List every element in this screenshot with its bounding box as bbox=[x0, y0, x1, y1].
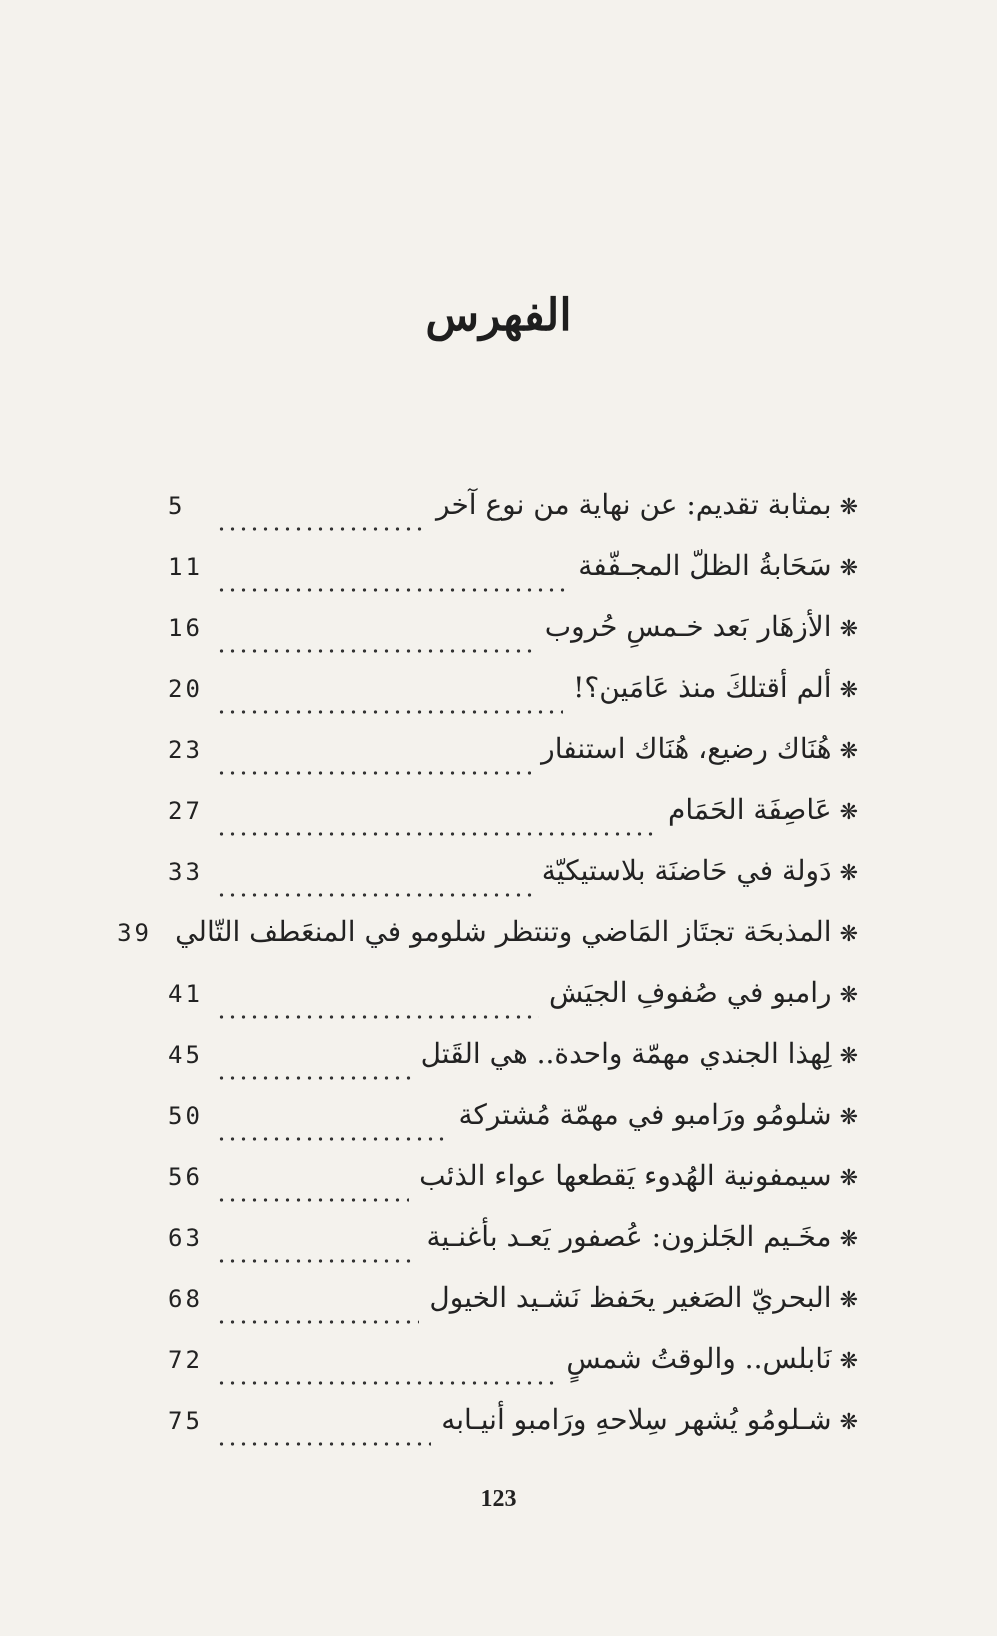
dot-leader bbox=[216, 1318, 419, 1326]
bullet-star-icon: ❋ bbox=[839, 1227, 858, 1252]
bullet-star-icon: ❋ bbox=[839, 739, 858, 764]
toc-entry bbox=[168, 1220, 858, 1281]
toc-entry bbox=[168, 1159, 858, 1220]
toc-entry-title: شلومُو ورَامبو في مهمّة مُشتركة bbox=[458, 1098, 832, 1131]
toc-entry-page: 56 bbox=[168, 1163, 203, 1191]
dot-leader bbox=[216, 1074, 411, 1082]
dot-leader bbox=[216, 830, 658, 838]
toc-entry bbox=[168, 854, 858, 915]
toc-entry-page: 5 bbox=[168, 492, 186, 520]
toc-entry-page: 11 bbox=[168, 553, 203, 581]
dot-leader bbox=[216, 708, 563, 716]
toc-entry-title: دَولة في حَاضنَة بلاستيكيّة bbox=[541, 854, 832, 887]
toc-entry-title: شـلومُو يُشهر سِلاحهِ ورَامبو أنيـابه bbox=[441, 1403, 832, 1436]
toc-entry-page: 27 bbox=[168, 797, 203, 825]
toc-entry bbox=[168, 549, 858, 610]
toc-entry-page: 41 bbox=[168, 980, 203, 1008]
toc-entry-title: هُنَاك رضيع، هُنَاك استنفار bbox=[541, 732, 832, 765]
bullet-star-icon: ❋ bbox=[839, 1288, 858, 1313]
dot-leader bbox=[216, 1135, 449, 1143]
bullet-star-icon: ❋ bbox=[839, 1166, 858, 1191]
toc-entry bbox=[168, 1342, 858, 1403]
dot-leader bbox=[216, 891, 532, 899]
bullet-star-icon: ❋ bbox=[839, 678, 858, 703]
bullet-star-icon: ❋ bbox=[839, 617, 858, 642]
dot-leader bbox=[216, 1440, 431, 1448]
toc-entry-page: 23 bbox=[168, 736, 203, 764]
bullet-star-icon: ❋ bbox=[839, 1349, 858, 1374]
toc-entry bbox=[168, 793, 858, 854]
bullet-star-icon: ❋ bbox=[839, 983, 858, 1008]
toc-entry-title: ألم أقتلكَ منذ عَامَين؟! bbox=[573, 671, 832, 704]
dot-leader bbox=[216, 1379, 556, 1387]
bullet-star-icon: ❋ bbox=[839, 1105, 858, 1130]
table-of-contents bbox=[117, 488, 858, 1464]
bullet-star-icon: ❋ bbox=[839, 1410, 858, 1435]
toc-entry-page: 39 bbox=[117, 919, 152, 947]
bullet-star-icon: ❋ bbox=[839, 1044, 858, 1069]
bullet-star-icon: ❋ bbox=[839, 922, 858, 947]
dot-leader bbox=[216, 586, 568, 594]
toc-entry-page: 50 bbox=[168, 1102, 203, 1130]
toc-entry bbox=[168, 610, 858, 671]
toc-entry-title: سَحَابةُ الظلّ المجـفّفة bbox=[578, 549, 832, 582]
toc-entry bbox=[168, 1098, 858, 1159]
toc-entry-title: رامبو في صُفوفِ الجيَش bbox=[548, 976, 832, 1009]
toc-entry-title: بمثابة تقديم: عن نهاية من نوع آخر bbox=[436, 488, 832, 521]
toc-entry-page: 33 bbox=[168, 858, 203, 886]
bullet-star-icon: ❋ bbox=[839, 800, 858, 825]
bullet-star-icon: ❋ bbox=[839, 556, 858, 581]
dot-leader bbox=[216, 525, 426, 533]
bullet-star-icon: ❋ bbox=[839, 861, 858, 886]
toc-entry-title: البحريّ الصَغير يحَفظ نَشـيد الخيول bbox=[429, 1281, 832, 1314]
toc-entry-page: 75 bbox=[168, 1407, 203, 1435]
dot-leader bbox=[216, 1257, 417, 1265]
toc-entry-title: نَابلس.. والوقتُ شمسٍ bbox=[566, 1342, 832, 1375]
toc-entry bbox=[117, 915, 858, 976]
toc-entry bbox=[168, 671, 858, 732]
toc-entry-title: المذبحَة تجتَاز المَاضي وتنتظر شلومو في المنعَطف التّالي bbox=[175, 915, 832, 948]
toc-entry-page: 16 bbox=[168, 614, 203, 642]
toc-entry bbox=[168, 976, 858, 1037]
toc-entry bbox=[168, 488, 858, 549]
toc-entry-page: 68 bbox=[168, 1285, 203, 1313]
toc-entry-page: 63 bbox=[168, 1224, 203, 1252]
page-title: الفهرس bbox=[425, 290, 572, 341]
bullet-star-icon: ❋ bbox=[839, 495, 858, 520]
toc-entry-page: 45 bbox=[168, 1041, 203, 1069]
dot-leader bbox=[216, 769, 531, 777]
dot-leader bbox=[216, 647, 535, 655]
toc-entry-title: الأزهَار بَعد خـمسِ حُروب bbox=[544, 610, 832, 643]
toc-entry-page: 72 bbox=[168, 1346, 203, 1374]
dot-leader bbox=[216, 1013, 539, 1021]
toc-entry-title: لِهذا الجندي مهمّة واحدة.. هي القَتل bbox=[420, 1037, 832, 1070]
toc-entry-title: عَاصِفَة الحَمَام bbox=[668, 793, 832, 826]
toc-entry bbox=[168, 732, 858, 793]
toc-entry-title: سيمفونية الهُدوء يَقطعها عواء الذئب bbox=[419, 1159, 832, 1192]
toc-entry-title: مخَـيم الجَلزون: عُصفور يَعـد بأغنـية bbox=[426, 1220, 832, 1253]
toc-entry-page: 20 bbox=[168, 675, 203, 703]
toc-entry bbox=[168, 1037, 858, 1098]
dot-leader bbox=[216, 1196, 409, 1204]
toc-entry bbox=[168, 1403, 858, 1464]
toc-entry bbox=[168, 1281, 858, 1342]
page-number: 123 bbox=[480, 1486, 517, 1512]
